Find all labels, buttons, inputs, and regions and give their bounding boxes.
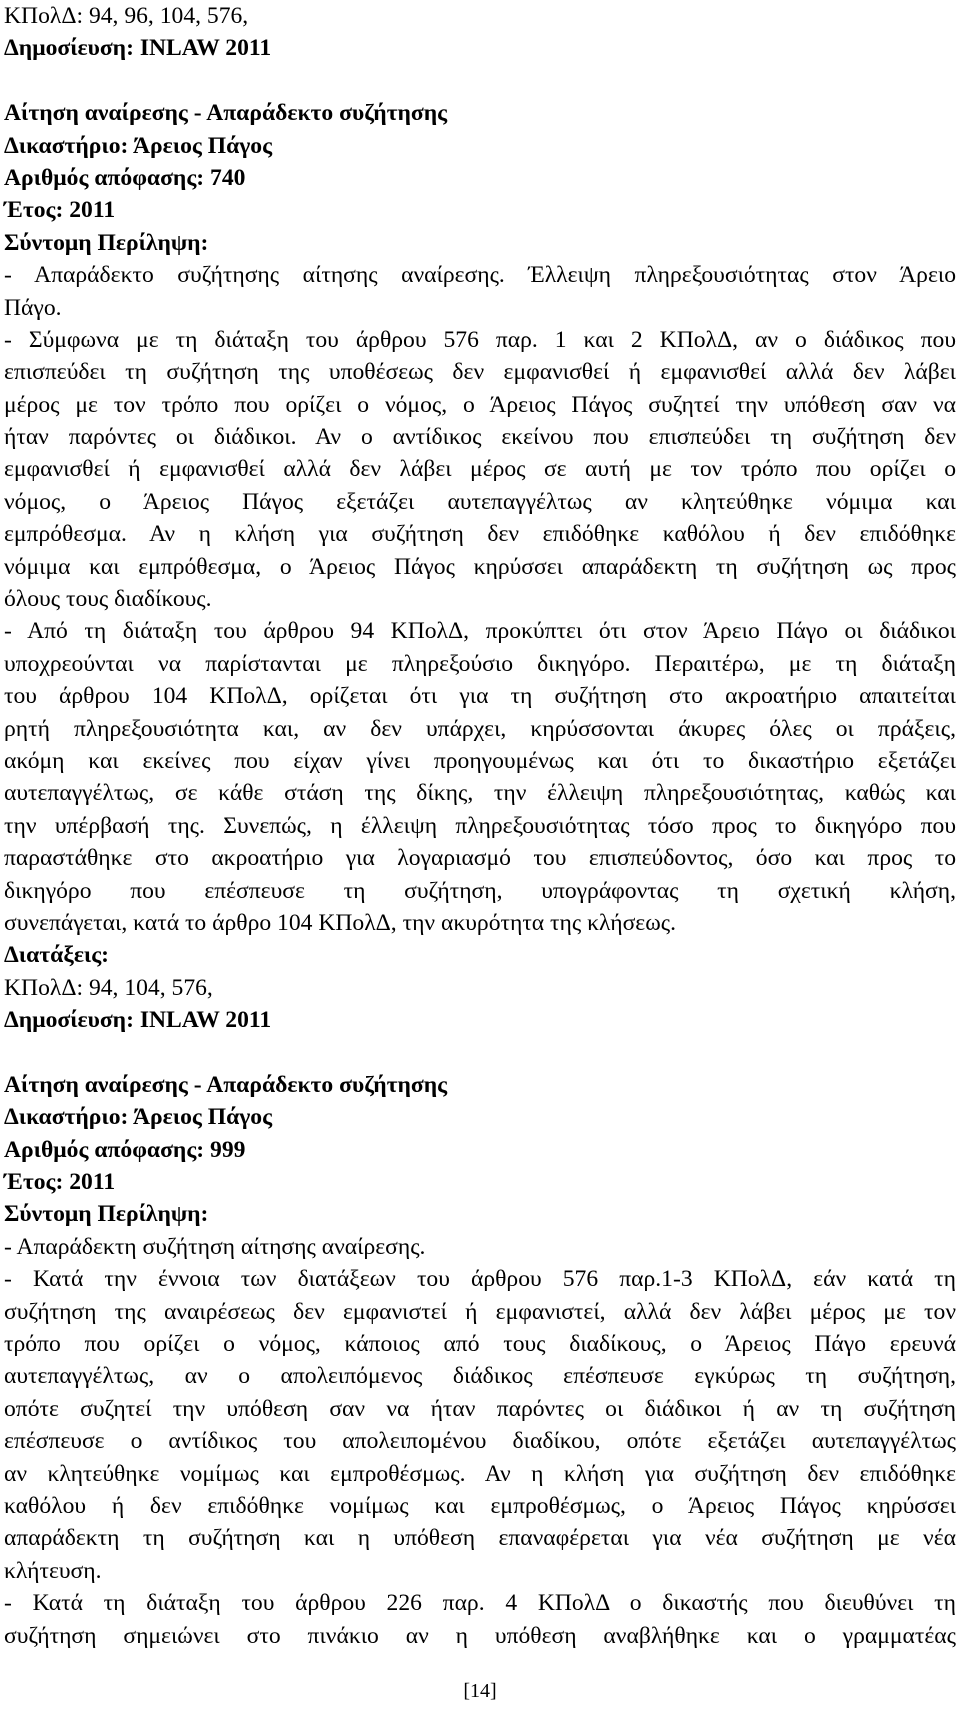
court-line bbox=[4, 1101, 956, 1133]
summary-line: επισπεύδει τη συζήτηση της υποθέσεως δεν εμφανισθεί ή εμφανισθεί αλλά δεν λάβει bbox=[4, 359, 956, 386]
summary-line: νόμιμα και εμπρόθεσμα, ο Άρειος Πάγος κηρύσσει απαράδεκτη τη συζήτηση ως προς bbox=[4, 553, 956, 580]
summary-line: δικηγόρο που επέσπευσε τη συζήτηση, υπογράφοντας τη σχετική κλήση, bbox=[4, 877, 956, 904]
document-page bbox=[4, 0, 956, 1652]
summary-line: ήταν παρόντες οι διάδικοι. Αν ο αντίδικος εκείνου που επισπεύδει τη συζήτηση δεν bbox=[4, 424, 956, 451]
summary-line: ρητή πληρεξουσιότητα και, αν δεν υπάρχει, κηρύσσονται άκυρες όλες οι πράξεις, bbox=[4, 715, 956, 742]
year-line: Έτος: 2011 bbox=[4, 1169, 116, 1196]
decision-value: 740 bbox=[204, 164, 246, 191]
summary-line: κλήτευση. bbox=[4, 1557, 102, 1584]
summary-line: συνεπάγεται, κατά το άρθρο 104 ΚΠολΔ, την ακυρότητα της κλήσεως. bbox=[4, 909, 676, 936]
kpold-reference: ΚΠολΔ: 94, 104, 576, bbox=[4, 974, 213, 1001]
summary-line: συζήτηση σημειώνει στο πινάκιο αν η υπόθεση αναβλήθηκε και ο γραμματέας bbox=[4, 1622, 956, 1649]
summary-line: οπότε συζητεί την υπόθεση σαν να ήταν παρόντες οι διάδικοι ή αν τη συζήτηση bbox=[4, 1395, 956, 1422]
spacer bbox=[4, 65, 956, 97]
decision-number-line bbox=[4, 162, 956, 194]
provisions-label: Διατάξεις: bbox=[4, 942, 110, 969]
summary-line: μέρος με τον τρόπο που ορίζει ο νόμος, ο Άρειος Πάγος συζητεί την υπόθεση σαν να bbox=[4, 391, 956, 418]
summary-line: - Απαράδεκτο συζήτησης αίτησης αναίρεσης. Έλλειψη πληρεξουσιότητας στον Άρειο bbox=[4, 262, 956, 289]
summary-line: την υπέρβασή της. Συνεπώς, η έλλειψη πληρεξουσιότητας τόσο προς το δικηγόρο που bbox=[4, 812, 956, 839]
summary-line: επέσπευσε ο αντίδικος του απολειπομένου διαδίκου, οπότε εξετάζει αυτεπαγγέλτως bbox=[4, 1428, 956, 1455]
summary-line: υποχρεούνται να παρίστανται με πληρεξούσιο δικηγόρο. Περαιτέρω, με τη διάταξη bbox=[4, 650, 956, 677]
publication-line: Δημοσίευση: INLAW 2011 bbox=[4, 1007, 272, 1034]
summary-line: αν κλητεύθηκε νομίμως και εμπροθέσμως. Αν η κλήση για συζήτηση δεν επιδόθηκε bbox=[4, 1460, 956, 1487]
summary-line: τρόπο που ορίζει ο νόμος, κάποιος από τους διαδίκους, ο Άρειος Πάγο ερευνά bbox=[4, 1331, 956, 1358]
summary-line: - Κατά την έννοια των διατάξεων του άρθρου 576 παρ.1-3 ΚΠολΔ, εάν κατά τη bbox=[4, 1266, 956, 1293]
summary-line: του άρθρου 104 ΚΠολΔ, ορίζεται ότι για τη συζήτηση στο ακροατήριο απαιτείται bbox=[4, 683, 956, 710]
decision-label: Αριθμός απόφασης: bbox=[4, 164, 205, 191]
court-label: Δικαστήριο: bbox=[4, 132, 129, 159]
kpold-reference: ΚΠολΔ: 94, 96, 104, 576, bbox=[4, 3, 249, 29]
summary-line: - Κατά τη διάταξη του άρθρου 226 παρ. 4 ΚΠολΔ ο δικαστής που διευθύνει τη bbox=[4, 1590, 956, 1617]
court-label: Δικαστήριο: bbox=[4, 1104, 129, 1131]
summary-line: όλους τους διαδίκους. bbox=[4, 586, 212, 613]
summary-line: - Από τη διάταξη του άρθρου 94 ΚΠολΔ, προκύπτει ότι στον Άρειο Πάγο οι διάδικοι bbox=[4, 618, 956, 645]
summary-line: εμπρόθεσμα. Αν η κλήση για συζήτηση δεν επιδόθηκε καθόλου ή δεν επιδόθηκε bbox=[4, 521, 956, 548]
spacer bbox=[4, 1037, 956, 1069]
case-subject: Αίτηση αναίρεσης - Απαράδεκτο συζήτησης bbox=[4, 1071, 448, 1098]
summary-line: νόμος, ο Άρειος Πάγος εξετάζει αυτεπαγγέλτως αν κλητεύθηκε νόμιμα και bbox=[4, 488, 956, 515]
summary-label: Σύντομη Περίληψη: bbox=[4, 1201, 209, 1228]
summary-line: παραστάθηκε στο ακροατήριο για λογαριασμό του επισπεύδοντος, όσο και προς το bbox=[4, 845, 956, 872]
court-value: Άρειος Πάγος bbox=[128, 1104, 273, 1131]
summary-line: συζήτηση της αναιρέσεως δεν εμφανιστεί ή εμφανιστεί, αλλά δεν λάβει μέρος με τον bbox=[4, 1298, 956, 1325]
decision-number-line bbox=[4, 1134, 956, 1166]
summary-line: εμφανισθεί ή εμφανισθεί αλλά δεν λάβει μέρος σε αυτή με τον τρόπο που ορίζει ο bbox=[4, 456, 956, 483]
summary-line: Πάγο. bbox=[4, 294, 62, 321]
summary-label: Σύντομη Περίληψη: bbox=[4, 229, 209, 256]
summary-line: καθόλου ή δεν επιδόθηκε νομίμως και εμπροθέσμως, ο Άρειος Πάγος κηρύσσει bbox=[4, 1492, 956, 1519]
summary-line: ακόμη και εκείνες που είχαν γίνει προηγουμένως και ότι το δικαστήριο εξετάζει bbox=[4, 747, 956, 774]
summary-line: - Σύμφωνα με τη διάταξη του άρθρου 576 παρ. 1 και 2 ΚΠολΔ, αν ο διάδικος που bbox=[4, 326, 956, 353]
court-value: Άρειος Πάγος bbox=[128, 132, 273, 159]
page-number: [14] bbox=[463, 1680, 497, 1702]
summary-line: αυτεπαγγέλτως, αν ο απολειπόμενος διάδικος επέσπευσε εγκύρως τη συζήτηση, bbox=[4, 1363, 956, 1390]
case-subject: Αίτηση αναίρεσης - Απαράδεκτο συζήτησης bbox=[4, 100, 448, 127]
summary-line: - Απαράδεκτη συζήτηση αίτησης αναίρεσης. bbox=[4, 1233, 426, 1260]
publication-line: Δημοσίευση: INLAW 2011 bbox=[4, 35, 272, 62]
summary-line: αυτεπαγγέλτως, σε κάθε στάση της δίκης, την έλλειψη πληρεξουσιότητας, καθώς και bbox=[4, 780, 956, 807]
summary-line: απαράδεκτη τη συζήτηση και η υπόθεση επαναφέρεται για νέα συζήτηση με νέα bbox=[4, 1525, 956, 1552]
year-line: Έτος: 2011 bbox=[4, 197, 116, 224]
decision-value: 999 bbox=[204, 1136, 246, 1163]
decision-label: Αριθμός απόφασης: bbox=[4, 1136, 205, 1163]
court-line bbox=[4, 130, 956, 162]
